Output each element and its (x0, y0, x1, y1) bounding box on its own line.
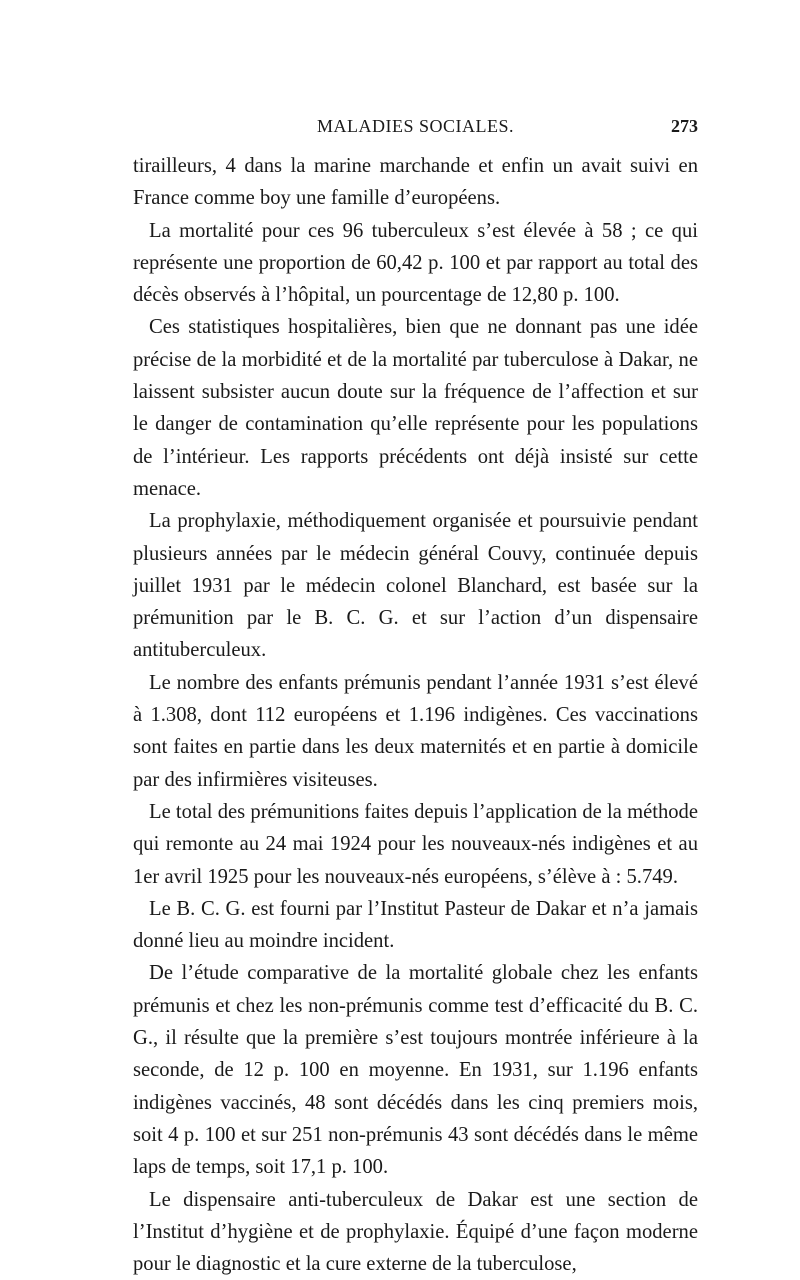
paragraph-premunized-children: Le nombre des enfants prémunis pendant l’année 1931 s’est élevé à 1.308, dont 112 européens et 1.196 indigènes. Ces vaccinations sont faites en partie dans les deux maternités et en partie à domicile par des infirmières visiteuses. (133, 667, 698, 796)
paragraph-prophylaxis: La prophylaxie, méthodiquement organisée et poursuivie pendant plusieurs années par le médecin général Couvy, continuée depuis juillet 1931 par le médecin colonel Blanchard, est basée sur la prémunition par le B. C. G. et sur l’action d’un dispensaire antituberculeux. (133, 505, 698, 666)
paragraph-comparative-study: De l’étude comparative de la mortalité globale chez les enfants prémunis et chez les non-prémunis comme test d’efficacité du B. C. G., il résulte que la première s’est toujours montrée inférieure à la seconde, de 12 p. 100 en moyenne. En 1931, sur 1.196 enfants indigènes vaccinés, 48 sont décédés dans les cinq premiers mois, soit 4 p. 100 et sur 251 non-prémunis 43 sont décédés dans le même laps de temps, soit 17,1 p. 100. (133, 957, 698, 1183)
paragraph-dispensary: Le dispensaire anti-tuberculeux de Dakar est une section de l’Institut d’hygiène et de prophylaxie. Équipé d’une façon moderne pour le diagnostic et la cure externe de la tuberculose, (133, 1184, 698, 1280)
document-page (133, 110, 698, 1280)
running-header (133, 110, 698, 150)
paragraph-total-premunitions: Le total des prémunitions faites depuis l’application de la méthode qui remonte au 24 mai 1924 pour les nouveaux-nés indigènes et au 1er avril 1925 pour les nouveaux-nés européens, s’élève à : 5.749. (133, 796, 698, 893)
paragraph-mortality: La mortalité pour ces 96 tuberculeux s’est élevée à 58 ; ce qui représente une proportion de 60,42 p. 100 et par rapport au total des décès observés à l’hôpital, un pourcentage de 12,80 p. 100. (133, 215, 698, 312)
paragraph-bcg-source: Le B. C. G. est fourni par l’Institut Pasteur de Dakar et n’a jamais donné lieu au moindre incident. (133, 893, 698, 958)
paragraph-continued: tirailleurs, 4 dans la marine marchande et enfin un avait suivi en France comme boy une famille d’européens. (133, 150, 698, 215)
running-title: MALADIES SOCIALES. (133, 116, 698, 137)
paragraph-hospital-statistics: Ces statistiques hospitalières, bien que ne donnant pas une idée précise de la morbidité et de la mortalité par tuberculose à Dakar, ne laissent subsister aucun doute sur la fréquence de l’affection et sur le danger de contamination qu’elle représente pour les populations de l’intérieur. Les rapports précédents ont déjà insisté sur cette menace. (133, 311, 698, 505)
page-number: 273 (671, 116, 698, 137)
body-text (133, 150, 698, 1280)
